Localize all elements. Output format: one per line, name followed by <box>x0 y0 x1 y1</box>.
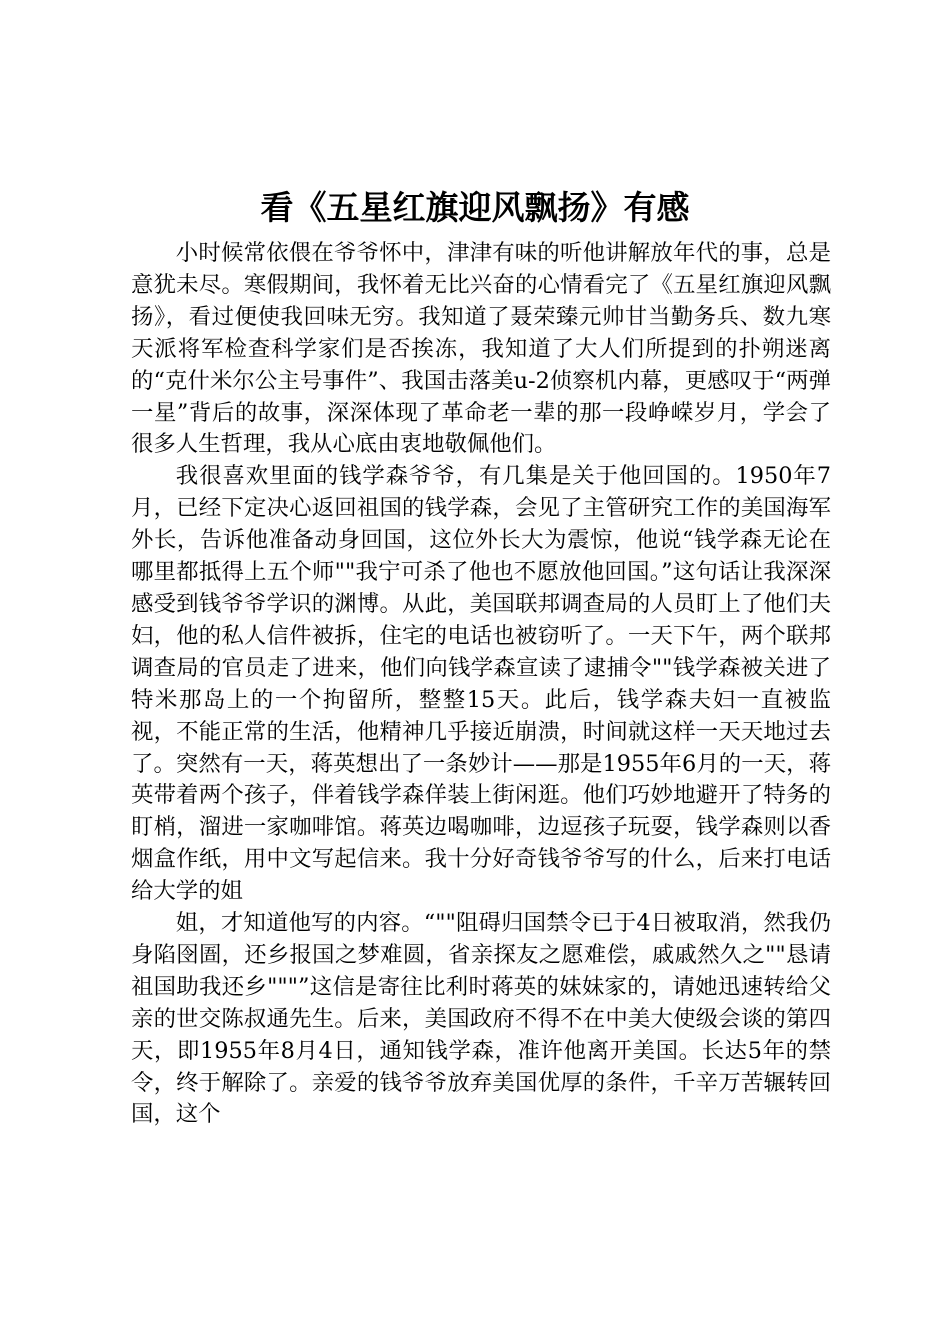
document-body <box>131 238 831 1131</box>
paragraph: 我很喜欢里面的钱学森爷爷，有几集是关于他回国的。1950年7月，已经下定决心返回祖国的钱学森，会见了主管研究工作的美国海军外长，告诉他准备动身回国，这位外长大为震惊，他说“钱学森无论在哪里都抵得上五个师""我宁可杀了他也不愿放他回国。”这句话让我深深感受到钱爷爷学识的渊博。从此，美国联邦调查局的人员盯上了他们夫妇，他的私人信件被拆，住宅的电话也被窃听了。一天下午，两个联邦调查局的官员走了进来，他们向钱学森宣读了逮捕令""钱学森被关进了特米那岛上的一个拘留所，整整15天。此后，钱学森夫妇一直被监视，不能正常的生活，他精神几乎接近崩溃，时间就这样一天天地过去了。突然有一天，蒋英想出了一条妙计——那是1955年6月的一天，蒋英带着两个孩子，伴着钱学森佯装上街闲逛。他们巧妙地避开了特务的盯梢，溜进一家咖啡馆。蒋英边喝咖啡，边逗孩子玩耍，钱学森则以香烟盒作纸，用中文写起信来。我十分好奇钱爷爷写的什么，后来打电话给大学的姐 <box>131 463 831 905</box>
paragraph: 小时候常依偎在爷爷怀中，津津有味的听他讲解放年代的事，总是意犹未尽。寒假期间，我怀着无比兴奋的心情看完了《五星红旗迎风飘扬》，看过便使我回味无穷。我知道了聂荣臻元帅甘当勤务兵、数九寒天派将军检查科学家们是否挨冻，我知道了大人们所提到的扑朔迷离的“克什米尔公主号事件”、我国击落美u-2侦察机内幕，更感叹于“两弹一星”背后的故事，深深体现了革命老一辈的那一段峥嵘岁月，学会了很多人生哲理，我从心底由衷地敬佩他们。 <box>131 240 831 458</box>
paragraph: 姐，才知道他写的内容。“""阻碍归国禁令已于4日被取消，然我仍身陷囹圄，还乡报国之梦难圆，省亲探友之愿难偿，戚戚然久之""恳请祖国助我还乡"""”这信是寄往比利时蒋英的妹妹家的，请她迅速转给父亲的世交陈叔通先生。后来，美国政府不得不在中美大使级会谈的第四天，即1955年8月4日，通知钱学森，准许他离开美国。长达5年的禁令，终于解除了。亲爱的钱爷爷放弃美国优厚的条件，千辛万苦辗转回国，这个 <box>131 910 831 1128</box>
document-title: 看《五星红旗迎风飘扬》有感 <box>260 188 690 227</box>
